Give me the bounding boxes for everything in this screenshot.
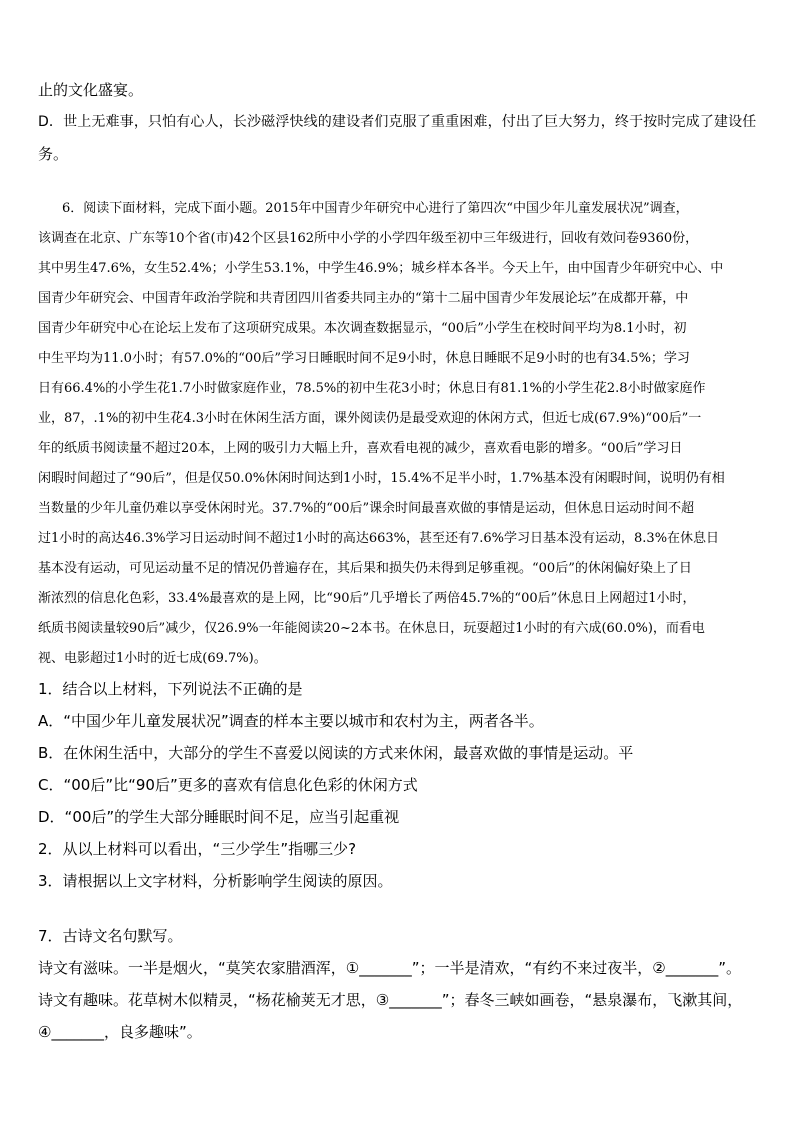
q6-sub1-option-b: B．在休闲生活中，大部分的学生不喜爱以阅读的方式来休闲，最喜欢做的事情是运动。平	[38, 744, 634, 762]
q6-passage-line: 渐浓烈的信息化色彩，33.4%最喜欢的是上网，比“90后”几乎增长了两倍45.7%的“00后”休息日上网超过1小时，	[38, 591, 696, 606]
q6-passage-line: 闲暇时间超过了“90后”，但是仅50.0%休闲时间达到1小时，15.4%不足半小时，1.7%基本没有闲暇时间，说明仍有相	[38, 471, 725, 486]
prev-option-c-tail: 止的文化盛宴。	[38, 81, 144, 99]
q6-sub2-question: 2．从以上材料可以看出，“三少学生”指哪三少?	[38, 840, 357, 858]
q6-passage-line: 业，87，.1%的初中生花4.3小时在休闲生活方面，课外阅读仍是最受欢迎的休闲方式，但近七成(67.9%)“00后”一	[38, 411, 702, 426]
q6-sub3-question: 3．请根据以上文字材料，分析影响学生阅读的原因。	[38, 872, 393, 890]
q6-passage-line: 中生平均为11.0小时；有57.0%的“00后”学习日睡眠时间不足9小时，休息日睡眠不足9小时的也有34.5%；学习	[38, 351, 690, 366]
q6-sub1-option-c: C．“00后”比“90后”更多的喜欢有信息化色彩的休闲方式	[38, 776, 418, 794]
q6-passage-line: 国青少年研究中心在论坛上发布了这项研究成果。本次调查数据显示，“00后”小学生在校时间平均为8.1小时，初	[38, 321, 687, 336]
q6-passage-line: 视、电影超过1小时的近七成(69.7%)。	[38, 651, 267, 666]
q6-passage-line: 当数量的少年儿童仍难以享受休闲时光。37.7%的“00后”课余时间最喜欢做的事情是运动，但休息日运动时间不超	[38, 501, 695, 516]
q6-sub1-option-a: A．“中国少年儿童发展状况”调查的样本主要以城市和农村为主，两者各半。	[38, 712, 544, 730]
q6-passage-line: 年的纸质书阅读量不超过20本，上网的吸引力大幅上升，喜欢看电视的减少，喜欢看电影的增多。“00后”学习日	[38, 441, 683, 456]
q7-title: 7．古诗文名句默写。	[38, 927, 183, 945]
q6-sub1-option-d: D．“00后”的学生大部分睡眠时间不足，应当引起重视	[38, 808, 400, 826]
q6-passage-line: 基本没有运动，可见运动量不足的情况仍普遍存在，其后果和损失仍未得到足够重视。“00后”的休闲偏好染上了日	[38, 561, 692, 576]
prev-option-d-line-1: D．世上无难事，只怕有心人，长沙磁浮快线的建设者们克服了重重困难，付出了巨大努力，终于按时完成了建设任	[38, 114, 757, 130]
q6-passage-line: 其中男生47.6%，女生52.4%；小学生53.1%，中学生46.9%；城乡样本各半。今天上午，由中国青少年研究中心、中	[38, 261, 724, 276]
q6-sub1-question: 1．结合以上材料，下列说法不正确的是	[38, 680, 303, 698]
q6-passage-line: 该调查在北京、广东等10个省(市)42个区县162所中小学的小学四年级至初中三年级进行，回收有效问卷9360份，	[38, 231, 699, 246]
q6-passage-line: 国青少年研究会、中国青年政治学院和共青团四川省委共同主办的“第十二届中国青少年发展论坛”在成都开幕，中	[38, 291, 689, 306]
q7-line-2: 诗文有趣味。花草树木似精灵，“杨花榆荚无才思，③_______”；春冬三峡如画卷，“悬泉瀑布，飞漱其间，	[38, 991, 743, 1009]
prev-option-d-line-2: 务。	[38, 145, 69, 163]
q7-line-3: ④_______，良多趣味”。	[38, 1023, 202, 1041]
q6-passage-line: 日有66.4%的小学生花1.7小时做家庭作业，78.5%的初中生花3小时；休息日有81.1%的小学生花2.8小时做家庭作	[38, 381, 706, 396]
q7-line-1: 诗文有滋味。一半是烟火，“莫笑农家腊酒浑，①_______”；一半是清欢，“有约不来过夜半，②_______”。	[38, 959, 741, 977]
q6-passage-line: 过1小时的高达46.3%学习日运动时间不超过1小时的高达663%，甚至还有7.6%学习日基本没有运动，8.3%在休息日	[38, 531, 720, 546]
q6-passage-line: 6．阅读下面材料，完成下面小题。2015年中国青少年研究中心进行了第四次“中国少年儿童发展状况”调查，	[62, 201, 689, 216]
q6-passage-line: 纸质书阅读量较90后”减少，仅26.9%一年能阅读20~2本书。在休息日，玩耍超过1小时的有六成(60.0%)，而看电	[38, 621, 705, 636]
